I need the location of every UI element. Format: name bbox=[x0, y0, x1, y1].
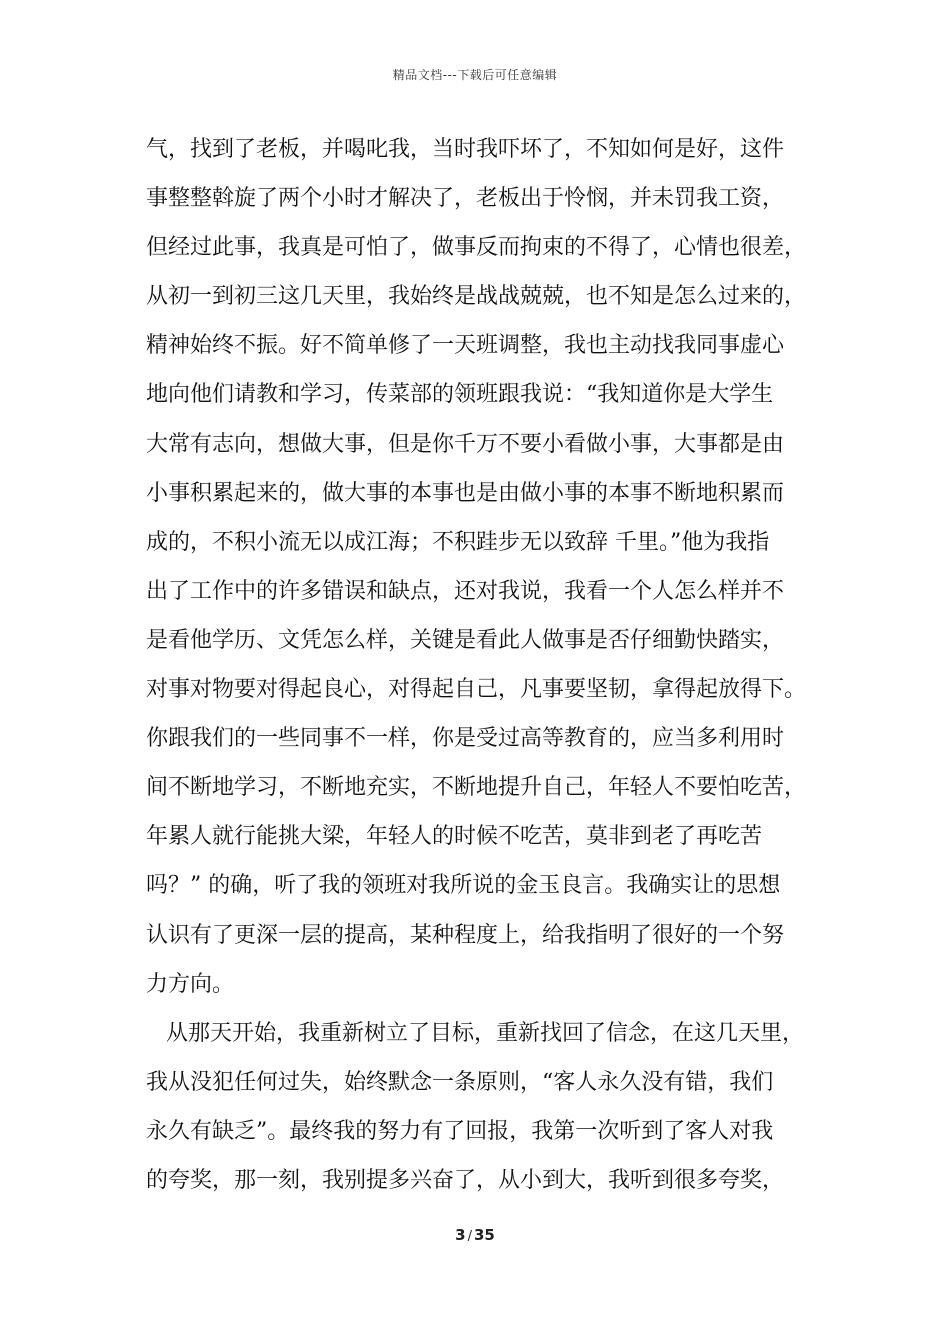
text-line: 对事对物要对得起良心，对得起自己，凡事要坚韧，拿得起放得下。 bbox=[146, 677, 807, 703]
text-line: 大常有志向，想做大事，但是你千万不要小看做小事，大事都是由 bbox=[146, 431, 785, 457]
text-line: 我从没犯任何过失，始终默念一条原则，“客人永久没有错，我们 bbox=[146, 1069, 774, 1095]
text-line: 的夸奖，那一刻，我别提多兴奋了，从小到大，我听到很多夸奖， bbox=[146, 1167, 785, 1193]
text-line: 吗？” 的确，听了我的领班对我所说的金玉良言。我确实让的思想 bbox=[146, 873, 781, 899]
document-body bbox=[146, 125, 826, 1205]
text-line: 精神始终不振。好不简单修了一天班调整，我也主动找我同事虚心 bbox=[146, 333, 785, 359]
current-page: 3 bbox=[455, 1226, 466, 1244]
page-number bbox=[0, 1226, 950, 1244]
text-line: 小事积累起来的，做大事的本事也是由做小事的本事不断地积累而 bbox=[146, 480, 785, 506]
text-line: 认识有了更深一层的提高，某种程度上，给我指明了很好的一个努 bbox=[146, 922, 785, 948]
text-line: 是看他学历、文凭怎么样，关键是看此人做事是否仔细勤快踏实， bbox=[146, 627, 785, 653]
page-separator: / bbox=[467, 1229, 472, 1244]
text-line: 气，找到了老板，并喝叱我，当时我吓坏了，不知如何是好，这件 bbox=[146, 137, 785, 162]
text-line: 你跟我们的一些同事不一样，你是受过高等教育的，应当多利用时 bbox=[146, 726, 785, 752]
text-line: 从初一到初三这几天里，我始终是战战兢兢，也不知是怎么过来的， bbox=[146, 284, 807, 310]
text-line: 出了工作中的许多错误和缺点，还对我说，我看一个人怎么样并不 bbox=[146, 578, 785, 604]
text-line: 永久有缺乏”。最终我的努力有了回报，我第一次听到了客人对我 bbox=[146, 1118, 774, 1144]
text-line: 但经过此事，我真是可怕了，做事反而拘束的不得了，心情也很差， bbox=[146, 235, 807, 261]
text-line: 成的，不积小流无以成江海；不积跬步无以致辞 千里。”他为我指 bbox=[146, 529, 770, 555]
total-pages: 35 bbox=[473, 1226, 495, 1244]
text-line: 力方向。 bbox=[146, 971, 235, 997]
text-line: 年累人就行能挑大梁，年轻人的时候不吃苦，莫非到老了再吃苦 bbox=[146, 824, 763, 850]
text-line: 间不断地学习，不断地充实，不断地提升自己，年轻人不要怕吃苦， bbox=[146, 775, 807, 801]
text-line: 地向他们请教和学习，传菜部的领班跟我说：“我知道你是大学生 bbox=[146, 382, 774, 408]
page-header: 精品文档---下载后可任意编辑 bbox=[392, 68, 558, 82]
paragraph-start-line: 从那天开始，我重新树立了目标，重新找回了信念，在这几天里， bbox=[166, 1020, 805, 1046]
text-line: 事整整斡旋了两个小时才解决了，老板出于怜悯，并未罚我工资， bbox=[146, 186, 785, 212]
